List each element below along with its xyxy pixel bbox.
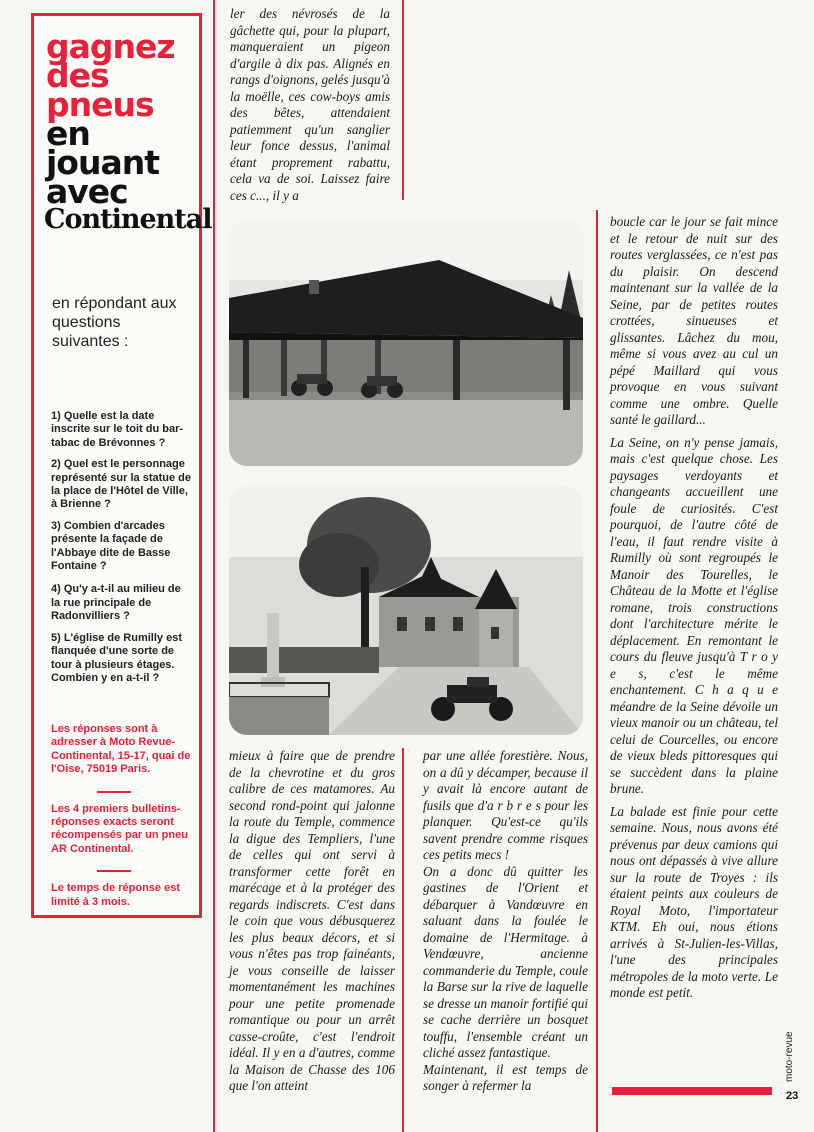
continental-logo: Continental: [44, 204, 212, 235]
column-rule: [213, 0, 215, 1132]
question-item: 1) Quelle est la date inscrite sur le toit du bar-tabac de Brévonnes ?: [51, 410, 184, 449]
contest-intro: en répondant aux questions suivantes :: [52, 295, 177, 350]
article-text-left: [229, 748, 395, 1095]
contest-headline: [46, 27, 175, 211]
headline-word: avec: [46, 172, 128, 211]
article-paragraph: On a donc dû quitter les gastines de l'Orient et débarquer à Vandœuvre en saluant dans la foulée le domaine de l'Hermitage. à Vendœuvre, ancienne commanderie du Temple, coule la Barse sur la rive de laquelle se dresse un manoir fortifié qui se cache derrière un bosquet touffu, l'ensemble créant un cliché assez fantastique.: [423, 863, 588, 1060]
article-paragraph: par une allée forestière. Nous, on a dû y décamper, because il y avait là encore autant de fusils que d'a r b r e s pour les planquer. Qu'est-ce qu'ils savent prendre comme risques ces petits mecs !: [423, 748, 588, 862]
headline-word: jouant: [46, 143, 160, 182]
article-text-top: [230, 6, 390, 204]
answer-info: [51, 723, 191, 909]
article-paragraph: La Seine, on n'y pense jamais, mais c'est quelque chose. Les paysages verdoyants et changeants accueillent une foule de curiosités. C'est pourquoi, de l'autre côté de l'eau, il faut rendre visite à Rumilly où sont regroupés le Manoir des Tourelles, le Château de la Motte et l'église romane, trois constructions dont l'architecture mérite le déplacement. En remontant le cours du fleuve jusqu'à T r o y e s, c'est le même enchantement. C h a q u e méandre de la Seine dévoile un vieux manoir ou un château, tel celui de Courcelles, ou encore de vieux bleds pittoresques qui se succèdent dans la plaine brune.: [610, 434, 778, 796]
reward-note: Les 4 premiers bulletins-réponses exacts seront récompensés par un pneu AR Continental.: [51, 802, 188, 855]
headline-word: en: [46, 114, 90, 153]
manor-photo: [229, 487, 583, 735]
page-number: 23: [786, 1090, 799, 1102]
article-paragraph: mieux à faire que de prendre de la chevrotine et du gros calibre de ces matamores. Au second rond-point qui jalonne la route du Temple, commence la digue des Templiers, l'une de celles qui ont servi à transformer cette forêt en marécage et à la protéger des regards indiscrets. C'est dans le coin que vous débusquerez les plus beaux décors, et si vous n'êtes pas trop fainéants, je vous conseille de laisser momentanément les machines pour une petite promenade romantique ou pour un arrêt casse-croûte, c'est l'endroit idéal. Il y en a d'autres, comme la Maison de Chasse des 106 que l'on atteint: [229, 748, 395, 1093]
article-paragraph: boucle car le jour se fait mince et le retour de nuit sur des routes verglassées, ce n'est pas du plaisir. On descend maintenant sur la vallée de la Seine, par de petites routes crottées, sinueuses et glissantes. Lâchez du mou, même si vous avez au cul un pépé Maillard qui vous provoque en vous suivant comme une ombre. Quelle santé le gaillard...: [610, 214, 778, 427]
article-text-middle: [423, 748, 588, 1095]
column-rule: [402, 0, 404, 200]
article-paragraph: ler des névrosés de la gâchette qui, pour la plupart, manqueraient un pigeon d'argile à dix pas. Alignés en rangs d'oignons, gelés jusqu'à la moëlle, ces cow-boys amis des bêtes, attendaient patiemment qu'un sanglier leur fonce dessus, l'animal étant proprement rabattu, cela va de soi. Laissez faire ces c..., il y a: [230, 6, 390, 203]
market-hall-photo: [229, 220, 583, 466]
article-paragraph: Maintenant, il est temps de songer à refermer la: [423, 1061, 588, 1093]
question-item: 5) L'église de Rumilly est flanquée d'une sorte de tour à plusieurs étages. Combien y en a-t-il ?: [51, 631, 182, 684]
question-list: [51, 410, 191, 685]
headline-word: gagnez: [46, 27, 175, 66]
article-paragraph: La balade est finie pour cette semaine. Nous, nous avons été prévenus par deux camions qui nous ont dépassés à vive allure sur la route de Troyes : ils étaient peints aux couleurs de Royal Moto, l'importateur KTM. Eh oui, nous étions arrivés à St-Julien-les-Villas, l'une des principales métropoles de la moto verte. Le monde est petit.: [610, 803, 778, 1000]
contest-sidebar: [31, 13, 212, 918]
manor-image: [229, 487, 583, 735]
divider: [97, 791, 131, 793]
column-rule: [596, 210, 598, 1132]
headline-word: des: [46, 56, 109, 95]
question-item: 3) Combien d'arcades présente la façade de l'Abbaye dite de Basse Fontaine ?: [51, 519, 171, 573]
magazine-name: moto-revue: [784, 1031, 795, 1082]
footer-accent-bar: [612, 1087, 772, 1095]
divider: [97, 870, 131, 872]
article-text-right: [610, 214, 778, 1002]
column-rule: [402, 748, 404, 1132]
headline-word: pneus: [46, 85, 154, 124]
answers-address: Les réponses sont à adresser à Moto Revue-Continental, 15-17, quai de l'Oise, 75019 Paris.: [51, 723, 191, 776]
question-item: 4) Qu'y a-t-il au milieu de la rue principale de Radonvilliers ?: [51, 583, 181, 623]
market-hall-image: [229, 220, 583, 466]
question-item: 2) Quel est le personnage représenté sur la statue de la place de l'Hôtel de Ville, à Brienne ?: [51, 458, 192, 511]
time-limit-note: Le temps de réponse est limité à 3 mois.: [51, 882, 180, 908]
